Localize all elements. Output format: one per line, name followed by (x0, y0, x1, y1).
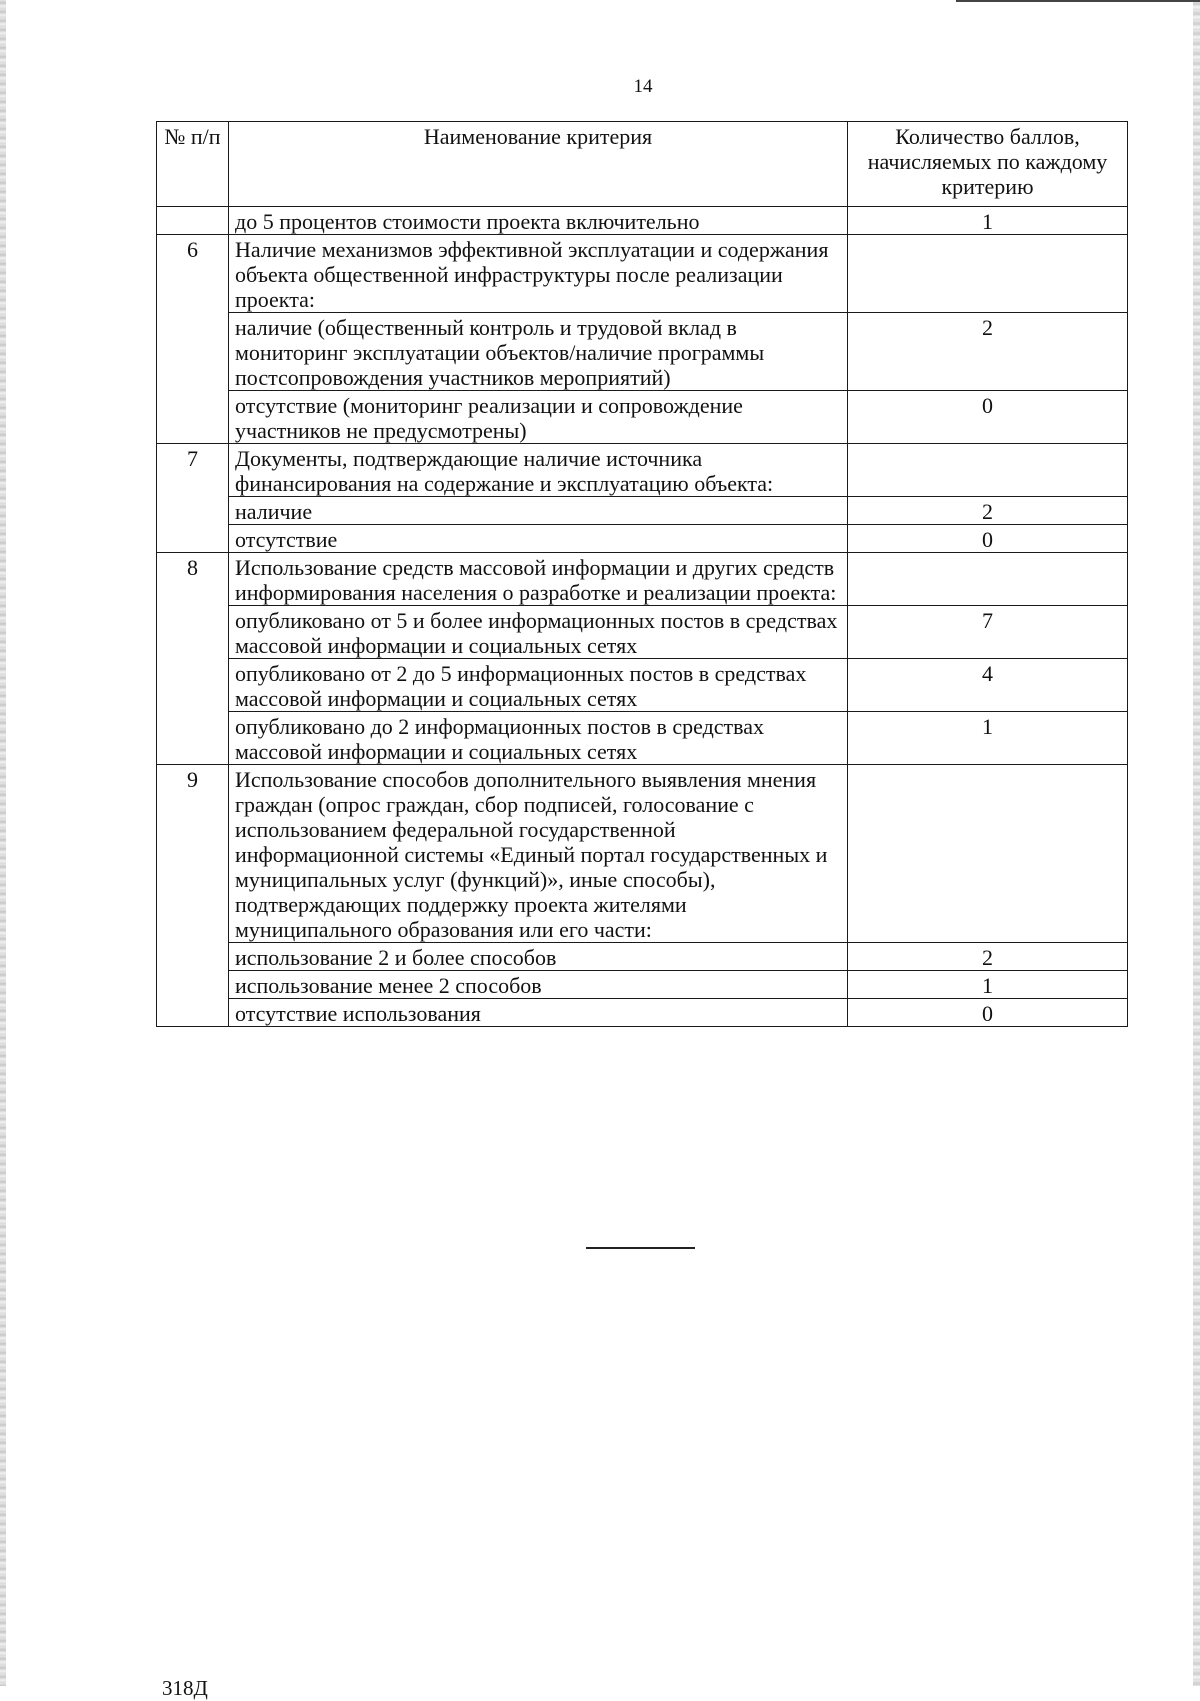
row-criterion: Наличие механизмов эффективной эксплуатации и содержания объекта общественной инфраструктуры после реализации проекта: (229, 235, 848, 313)
table-row (157, 659, 1128, 712)
scan-edge-right (1193, 0, 1200, 1686)
row-num: 8 (157, 553, 229, 765)
row-score (848, 235, 1128, 313)
row-criterion: использование менее 2 способов (229, 971, 848, 999)
row-criterion: отсутствие (229, 525, 848, 553)
row-score: 7 (848, 606, 1128, 659)
page-number: 14 (633, 76, 653, 97)
row-score: 1 (848, 207, 1128, 235)
row-score: 1 (848, 712, 1128, 765)
table-row (157, 313, 1128, 391)
scan-top-line (956, 0, 1200, 2)
table-row (157, 497, 1128, 525)
table-row (157, 971, 1128, 999)
table-row (157, 943, 1128, 971)
row-score (848, 765, 1128, 943)
row-criterion: Использование средств массовой информации и других средств информирования населения о разработке и реализации проекта: (229, 553, 848, 606)
table-row (157, 444, 1128, 497)
row-criterion: использование 2 и более способов (229, 943, 848, 971)
row-score (848, 553, 1128, 606)
row-score: 4 (848, 659, 1128, 712)
criteria-table (156, 121, 1128, 1027)
table-row (157, 606, 1128, 659)
document-code: 318Д (162, 1676, 208, 1700)
table-row (157, 525, 1128, 553)
header-num: № п/п (157, 122, 229, 207)
row-num: 6 (157, 235, 229, 444)
table-header-row (157, 122, 1128, 207)
row-criterion: Документы, подтверждающие наличие источника финансирования на содержание и эксплуатацию объекта: (229, 444, 848, 497)
row-criterion: отсутствие (мониторинг реализации и сопровождение участников не предусмотрены) (229, 391, 848, 444)
table-row (157, 207, 1128, 235)
row-score: 2 (848, 313, 1128, 391)
row-criterion: опубликовано от 5 и более информационных постов в средствах массовой информации и социальных сетях (229, 606, 848, 659)
header-name: Наименование критерия (229, 122, 848, 207)
table-row (157, 553, 1128, 606)
row-score: 0 (848, 525, 1128, 553)
scan-edge-left (0, 0, 6, 1686)
row-num (157, 207, 229, 235)
row-score: 0 (848, 391, 1128, 444)
row-num: 7 (157, 444, 229, 553)
table-row (157, 712, 1128, 765)
header-score: Количество баллов, начисляемых по каждому критерию (848, 122, 1128, 207)
table-row (157, 391, 1128, 444)
table-row (157, 765, 1128, 943)
row-criterion: Использование способов дополнительного выявления мнения граждан (опрос граждан, сбор подписей, голосование с использованием федеральной государственной информационной системы «Единый портал государственных и муниципальных услуг (функций)», иные способы), подтверждающих поддержку проекта жителями муниципального образования или его части: (229, 765, 848, 943)
row-criterion: опубликовано от 2 до 5 информационных постов в средствах массовой информации и социальных сетях (229, 659, 848, 712)
row-criterion: отсутствие использования (229, 999, 848, 1027)
row-criterion: наличие (общественный контроль и трудовой вклад в мониторинг эксплуатации объектов/наличие программы постсопровождения участников мероприятий) (229, 313, 848, 391)
row-score: 2 (848, 943, 1128, 971)
row-num: 9 (157, 765, 229, 1027)
row-score (848, 444, 1128, 497)
row-score: 1 (848, 971, 1128, 999)
row-score: 2 (848, 497, 1128, 525)
table-row (157, 999, 1128, 1027)
end-of-document-line (586, 1247, 695, 1249)
row-criterion: опубликовано до 2 информационных постов в средствах массовой информации и социальных сетях (229, 712, 848, 765)
row-score: 0 (848, 999, 1128, 1027)
table-row (157, 235, 1128, 313)
row-criterion: наличие (229, 497, 848, 525)
row-criterion: до 5 процентов стоимости проекта включительно (229, 207, 848, 235)
